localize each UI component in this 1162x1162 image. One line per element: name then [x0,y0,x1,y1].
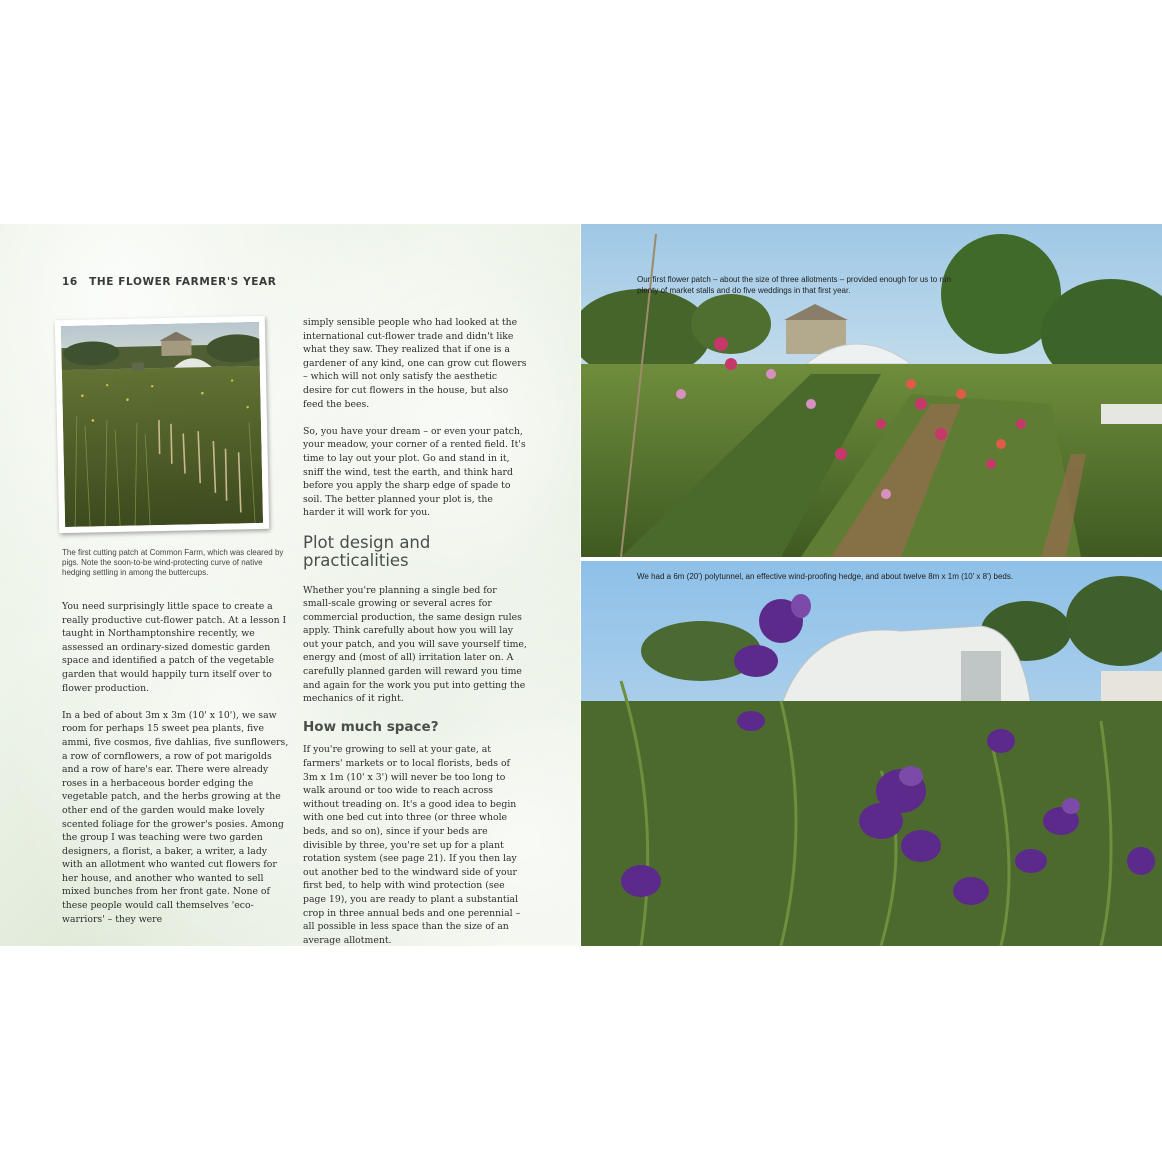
polytunnel-caption: We had a 6m (20') polytunnel, an effective wind-proofing hedge, and about twelve 8m x 1m (10' x 8') beds. [637,572,1014,581]
book-title: THE FLOWER FARMER'S YEAR [89,276,277,288]
cutting-patch-photo [61,322,263,527]
column-2-paragraph: So, you have your dream – or even your patch, your meadow, your corner of a rented field. It's time to lay out your plot. Go and stand in it, sniff the wind, test the earth, and think hard before you apply the sharp edge of spade to soil. The better planned your plot is, the harder it will work for you. [303,425,526,519]
flower-patch-caption: Our first flower patch – about the size of three allotments – provided enough for us to run plenty of market stalls and do five weddings in that first year. [637,275,951,295]
column-1 [62,600,290,940]
column-2 [303,316,527,946]
how-much-space-paragraph: If you're growing to sell at your gate, at farmers' markets or to local florists, beds of 3m x 1m (10' x 3') will never be too long to walk around or too wide to reach across without treading on. It's a good idea to begin with one bed cut into three (or three whole beds, and so on), since if your beds are divisible by three, you're set up for a plant rotation system (see page 21). If you then lay out another bed to the windward side of your first bed, to help with wind protection (see page 19), you are ready to plant a substantial crop in three annual beds and one perennial – all possible in less space than the size of an average allotment. [303,744,521,946]
column-2-paragraph: simply sensible people who had looked at the international cut-flower trade and didn't like what they saw. They realized that if one is a gardener of any kind, one can grow cut flowers – which will not only satisfy the aesthetic desire for cut flowers in the house, but also feed the bees. [303,317,527,410]
right-page [581,224,1162,946]
section-heading-how-much-space: How much space? [303,719,439,736]
running-head [62,276,276,288]
cutting-patch-caption: The first cutting patch at Common Farm, which was cleared by pigs. Note the soon-to-be wind-protecting curve of native hedging settling in among the buttercups. [62,548,284,577]
column-1-paragraph: In a bed of about 3m x 3m (10' x 10'), we saw room for perhaps 15 sweet pea plants, five ammi, five cosmos, five dahlias, five sunflowers, a row of cornflowers, a row of pot marigolds and a row of hare's ear. There were already roses in a herbaceous border edging the vegetable patch, and the herbs growing at the other end of the garden would make lovely scented foliage for the grower's posies. Among the group I was teaching were two garden designers, a florist, a baker, a writer, a lady with an allotment who wanted cut flowers for her house, and another who wanted to sell mixed bunches from her front gate. None of these people would call themselves 'eco-warriors' – they were [62,709,289,925]
book-spread [0,224,1162,946]
polytunnel-photo-image [581,561,1162,946]
column-1-paragraph: You need surprisingly little space to create a really productive cut-flower patch. At a lesson I taught in Northamptonshire recently, we assessed an ordinary-sized domestic garden space and identified a patch of the vegetable garden that would happily turn itself over to flower production. [62,601,287,694]
cutting-patch-photo-frame [55,316,269,533]
page-number: 16 [62,276,78,288]
left-page [0,224,580,946]
polytunnel-photo [581,561,1162,946]
plot-design-paragraph: Whether you're planning a single bed for small-scale growing or several acres for commercial production, the same design rules apply. Think carefully about how you will lay out your patch, and you will save yourself time, energy and (most of all) irritation later on. A carefully planned garden will reward you time and again for the work you put into getting the mechanics of it right. [303,584,527,705]
section-heading-plot-design: Plot design and practicalities [303,532,431,570]
